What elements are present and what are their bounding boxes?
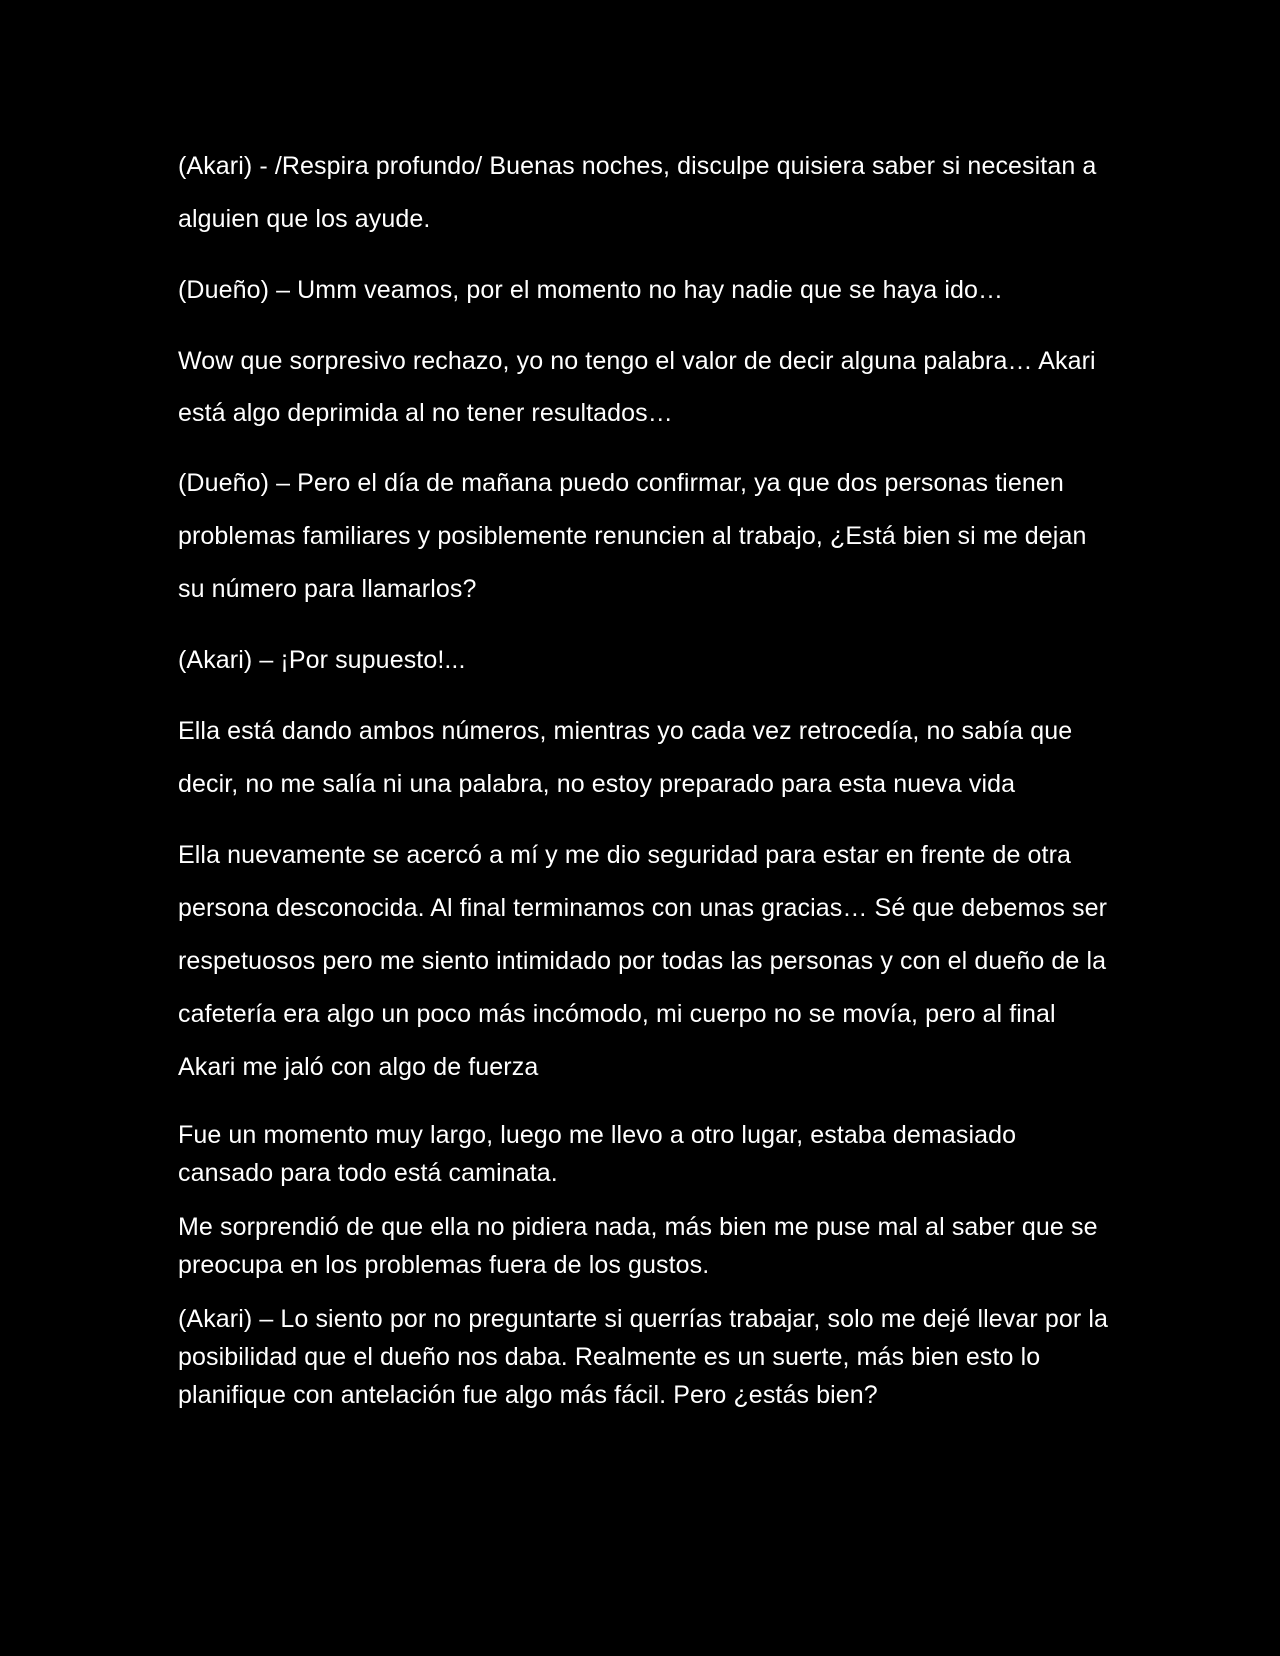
paragraph-10: (Akari) – Lo siento por no preguntarte si querrías trabajar, solo me dejé llevar por la posibilidad que el dueño nos daba. Realmente es un suerte, más bien esto lo planifique con antelación fue algo más fácil. Pero ¿estás bien? — [178, 1305, 1109, 1409]
paragraph-7: Ella nuevamente se acercó a mí y me dio seguridad para estar en frente de otra persona desconocida. Al final terminamos con unas gracias… Sé que debemos ser respetuosos pero me siento intimidado por todas las personas y con el dueño de la cafetería era algo un poco más incómodo, mi cuerpo no se movía, pero al final Akari me jaló con algo de fuerza — [178, 841, 1108, 1081]
paragraph-1: (Akari) - /Respira profundo/ Buenas noches, disculpe quisiera saber si necesitan a alguien que los ayude. — [178, 152, 1097, 233]
paragraph-4: (Dueño) – Pero el día de mañana puedo confirmar, ya que dos personas tienen problemas familiares y posiblemente renuncien al trabajo, ¿Está bien si me dejan su número para llamarlos? — [178, 469, 1087, 603]
paragraph-9: Me sorprendió de que ella no pidiera nada, más bien me puse mal al saber que se preocupa en los problemas fuera de los gustos. — [178, 1213, 1098, 1279]
paragraph-3: Wow que sorpresivo rechazo, yo no tengo el valor de decir alguna palabra… Akari está algo deprimida al no tener resultados… — [178, 347, 1096, 427]
document-body — [178, 140, 1108, 1414]
paragraph-5: (Akari) – ¡Por supuesto!... — [178, 646, 466, 674]
paragraph-8: Fue un momento muy largo, luego me llevo a otro lugar, estaba demasiado cansado para todo está caminata. — [178, 1121, 1017, 1187]
paragraph-6: Ella está dando ambos números, mientras yo cada vez retrocedía, no sabía que decir, no me salía ni una palabra, no estoy preparado para esta nueva vida — [178, 717, 1073, 798]
paragraph-2: (Dueño) – Umm veamos, por el momento no hay nadie que se haya ido… — [178, 276, 1004, 304]
